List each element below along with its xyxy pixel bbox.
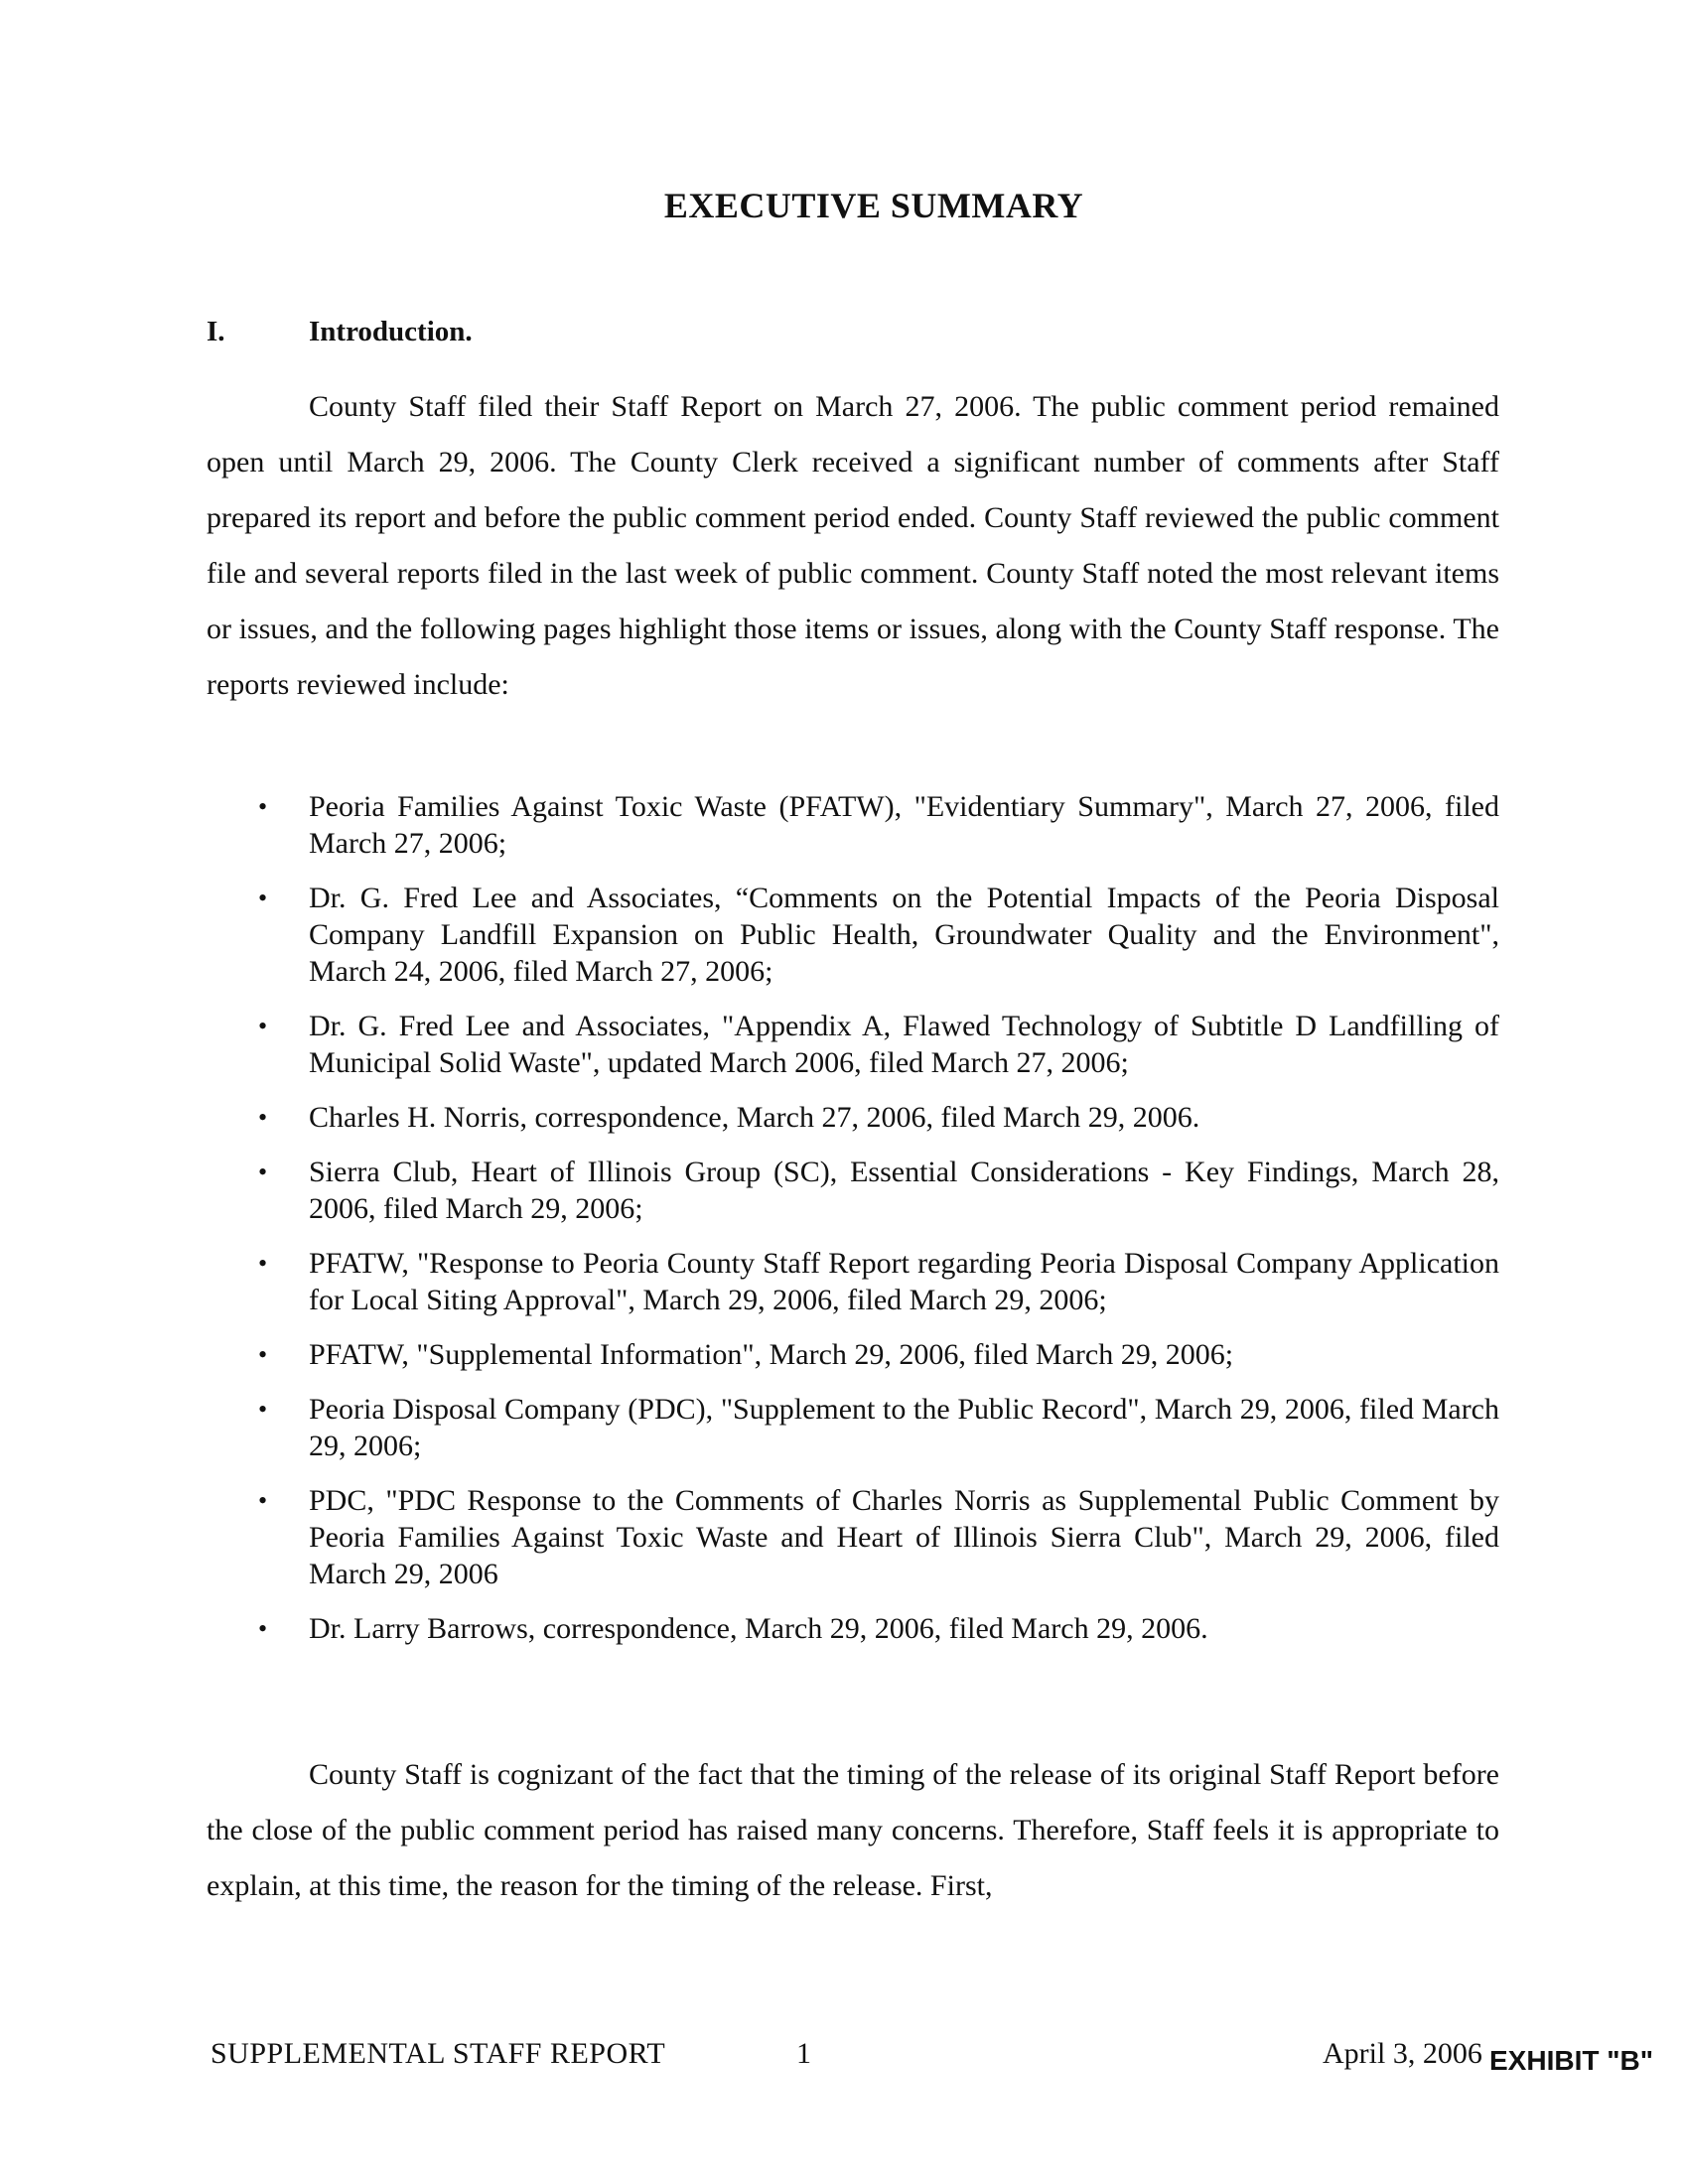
intro-paragraph: County Staff filed their Staff Report on March 27, 2006. The public comment period remained open until March 29, 2006. The County Clerk received a significant number of comments after Staff prepared its report and before the public comment period ended. County Staff reviewed the public comment file and several reports filed in the last week of public comment. County Staff noted the most relevant items or issues, and the following pages highlight those items or issues, along with the County Staff response. The reports reviewed include: bbox=[207, 390, 1499, 701]
bullet-icon: • bbox=[258, 1158, 268, 1186]
list-item: • Dr. Larry Barrows, correspondence, March 29, 2006, filed March 29, 2006. bbox=[258, 1612, 1208, 1645]
list-item: • PFATW, "Supplemental Information", March 29, 2006, filed March 29, 2006; bbox=[258, 1338, 1234, 1371]
bullet-icon: • bbox=[258, 1486, 268, 1515]
page-title: EXECUTIVE SUMMARY bbox=[663, 186, 1084, 225]
footer-report-title: SUPPLEMENTAL STAFF REPORT bbox=[210, 2037, 666, 2070]
timing-paragraph: County Staff is cognizant of the fact that the timing of the release of its original Staff Report before the close of the public comment period has raised many concerns. Therefore, Staff feels it is appropriate to explain, at this time, the reason for the timing of the release. First, bbox=[207, 1758, 1499, 1902]
bullet-icon: • bbox=[258, 1012, 268, 1040]
page-number: 1 bbox=[796, 2037, 811, 2070]
bullet-icon: • bbox=[258, 1340, 268, 1369]
section-number: I. bbox=[207, 316, 225, 347]
bullet-icon: • bbox=[258, 1395, 268, 1424]
bullet-icon: • bbox=[258, 1103, 268, 1132]
section-title: Introduction. bbox=[309, 316, 473, 347]
list-item: • Dr. G. Fred Lee and Associates, "Appendix A, Flawed Technology of Subtitle D Landfilling of Municipal Solid Waste", updated March 2006, filed March 27, 2006; bbox=[258, 1010, 1499, 1079]
list-item: • Peoria Families Against Toxic Waste (PFATW), "Evidentiary Summary", March 27, 2006, filed March 27, 2006; bbox=[258, 790, 1499, 860]
list-item: • PDC, "PDC Response to the Comments of Charles Norris as Supplemental Public Comment by Peoria Families Against Toxic Waste and Heart of Illinois Sierra Club", March 29, 2006, filed March 29, 2006 bbox=[258, 1484, 1499, 1590]
bullet-icon: • bbox=[258, 884, 268, 912]
list-item: • PFATW, "Response to Peoria County Staff Report regarding Peoria Disposal Company Application for Local Siting Approval", March 29, 2006, filed March 29, 2006; bbox=[258, 1247, 1499, 1316]
list-item: • Peoria Disposal Company (PDC), "Supplement to the Public Record", March 29, 2006, filed March 29, 2006; bbox=[258, 1393, 1499, 1462]
bullet-icon: • bbox=[258, 1614, 268, 1643]
reports-list bbox=[207, 788, 1499, 1665]
list-item: • Dr. G. Fred Lee and Associates, “Comments on the Potential Impacts of the Peoria Disposal Company Landfill Expansion on Public Health, Groundwater Quality and the Environment", March 24, 2006, filed March 27, 2006; bbox=[258, 882, 1499, 988]
exhibit-stamp: EXHIBIT "B" bbox=[1489, 2045, 1654, 2076]
section-heading bbox=[207, 316, 473, 348]
footer-date: April 3, 2006 bbox=[1323, 2037, 1482, 2070]
list-item: • Charles H. Norris, correspondence, March 27, 2006, filed March 29, 2006. bbox=[258, 1101, 1200, 1134]
bullet-icon: • bbox=[258, 1249, 268, 1278]
list-item: • Sierra Club, Heart of Illinois Group (SC), Essential Considerations - Key Findings, March 28, 2006, filed March 29, 2006; bbox=[258, 1156, 1499, 1225]
bullet-icon: • bbox=[258, 792, 268, 821]
